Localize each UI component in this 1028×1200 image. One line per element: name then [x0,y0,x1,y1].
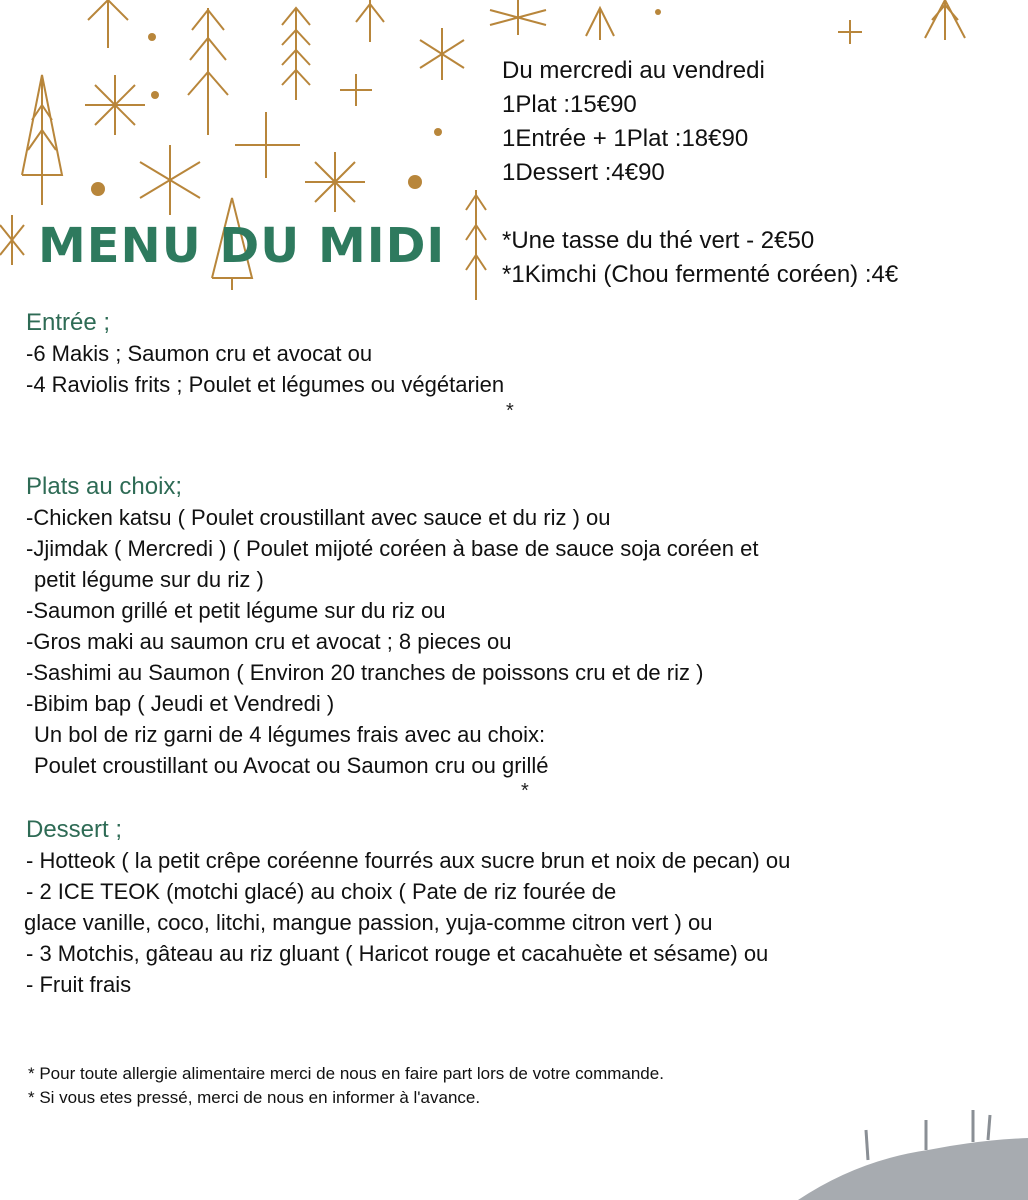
star-icon [838,20,862,44]
menu-item: -Jjimdak ( Mercredi ) ( Poulet mijoté coréen à base de sauce soja coréen et [26,536,759,561]
menu-item: -4 Raviolis frits ; Poulet et légumes ou végétarien [26,372,505,397]
extra-line: *1Kimchi (Chou fermenté coréen) :4€ [502,261,899,288]
plats-section [26,472,758,781]
star-icon [340,74,372,106]
star-icon [235,112,300,178]
section-heading: Entrée ; [26,309,111,336]
price-line: 1Dessert :4€90 [502,159,665,186]
dessert-section [26,815,790,1000]
watercolor-hill-decoration [798,1110,1028,1200]
menu-item: -Gros maki au saumon cru et avocat ; 8 pieces ou [26,629,512,654]
days-label: Du mercredi au vendredi [502,57,765,84]
menu-item: Poulet croustillant ou Avocat ou Saumon cru ou grillé [34,753,549,778]
tree-icon [356,0,384,42]
price-list [502,54,898,292]
page-title: MENU DU MIDI [38,218,446,274]
menu-item: -Saumon grillé et petit légume sur du riz ou [26,598,446,623]
menu-item: - Fruit frais [26,972,132,997]
tree-icon [282,8,310,100]
separator: * [506,400,514,422]
snowflake-icon [420,28,464,80]
menu-item: Un bol de riz garni de 4 légumes frais avec au choix: [34,722,546,747]
menu-item: petit légume sur du riz ) [34,567,264,592]
menu-item: - Hotteok ( la petit crêpe coréenne fourrés aux sucre brun et noix de pecan) ou [26,848,791,873]
extra-line: *Une tasse du thé vert - 2€50 [502,227,815,254]
separator: * [521,780,529,802]
star-icon [85,75,145,135]
section-heading: Plats au choix; [26,473,183,500]
menu-item: -Sashimi au Saumon ( Environ 20 tranches de poissons cru et de riz ) [26,660,704,685]
menu-item: -Chicken katsu ( Poulet croustillant avec sauce et du riz ) ou [26,505,611,530]
tree-icon [88,0,128,48]
footnotes [28,1062,664,1110]
footnote: * Si vous etes pressé, merci de nous en informer à l'avance. [28,1088,481,1107]
menu-item: - 3 Motchis, gâteau au riz gluant ( Haricot rouge et cacahuète et sésame) ou [26,941,769,966]
menu-item: -Bibim bap ( Jeudi et Vendredi ) [26,691,335,716]
section-heading: Dessert ; [26,816,123,843]
tree-icon [586,8,614,40]
tree-icon [22,75,62,205]
tree-icon [188,8,228,135]
snowflake-icon [140,145,200,215]
menu-item: -6 Makis ; Saumon cru et avocat ou [26,341,373,366]
snowflake-icon [0,215,24,265]
star-icon [305,152,365,212]
menu-item: glace vanille, coco, litchi, mangue passion, yuja-comme citron vert ) ou [24,910,713,935]
tree-icon [925,0,965,40]
price-line: 1Entrée + 1Plat :18€90 [502,125,749,152]
price-line: 1Plat :15€90 [502,91,637,118]
tree-icon [466,190,486,300]
entree-section [26,308,504,400]
menu-item: - 2 ICE TEOK (motchi glacé) au choix ( Pate de riz fourée de [26,879,617,904]
snowflake-icon [490,0,546,35]
footnote: * Pour toute allergie alimentaire merci de nous en faire part lors de votre commande. [28,1064,664,1083]
